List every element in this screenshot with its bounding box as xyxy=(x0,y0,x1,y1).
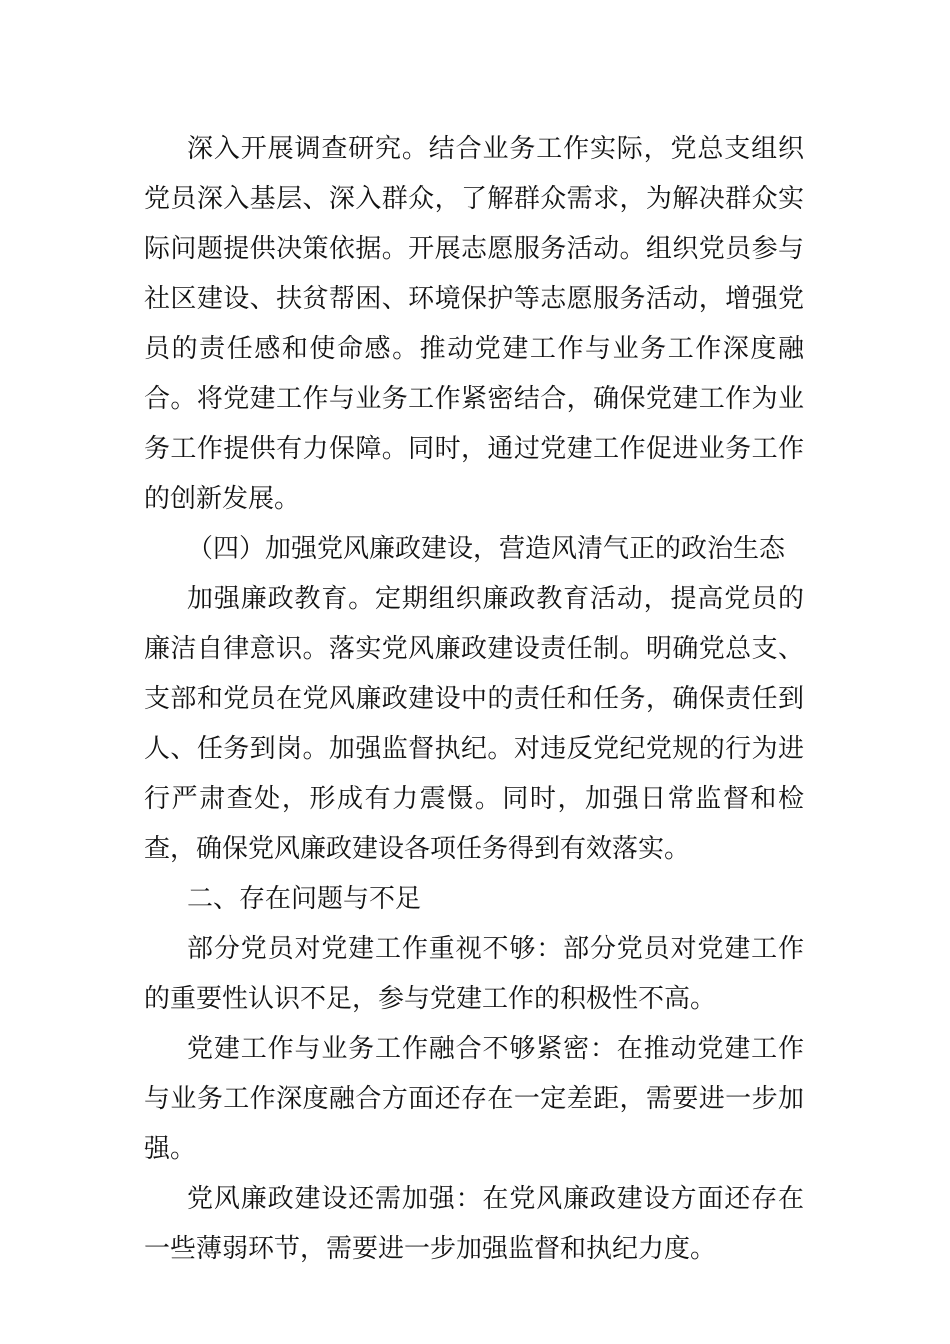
paragraph-problem-attention: 部分党员对党建工作重视不够：部分党员对党建工作的重要性认识不足，参与党建工作的积极性不高。 xyxy=(144,934,804,1014)
section-heading-problems: 二、存在问题与不足 xyxy=(187,884,422,914)
paragraph-problem-integration: 党建工作与业务工作融合不够紧密：在推动党建工作与业务工作深度融合方面还存在一定差距，需要进一步加强。 xyxy=(144,1034,804,1164)
paragraph-integrity-education: 加强廉政教育。定期组织廉政教育活动，提高党员的廉洁自律意识。落实党风廉政建设责任制。明确党总支、支部和党员在党风廉政建设中的责任和任务，确保责任到人、任务到岗。加强监督执纪。对违反党纪党规的行为进行严肃查处，形成有力震慑。同时，加强日常监督和检查，确保党风廉政建设各项任务得到有效落实。 xyxy=(144,584,804,864)
section-heading-integrity: （四）加强党风廉政建设，营造风清气正的政治生态 xyxy=(187,534,786,564)
paragraph-problem-integrity: 党风廉政建设还需加强：在党风廉政建设方面还存在一些薄弱环节，需要进一步加强监督和执纪力度。 xyxy=(144,1184,804,1264)
document-body xyxy=(144,124,804,1274)
paragraph-research-volunteer-integration: 深入开展调查研究。结合业务工作实际，党总支组织党员深入基层、深入群众，了解群众需求，为解决群众实际问题提供决策依据。开展志愿服务活动。组织党员参与社区建设、扶贫帮困、环境保护等志愿服务活动，增强党员的责任感和使命感。推动党建工作与业务工作深度融合。将党建工作与业务工作紧密结合，确保党建工作为业务工作提供有力保障。同时，通过党建工作促进业务工作的创新发展。 xyxy=(144,134,804,514)
